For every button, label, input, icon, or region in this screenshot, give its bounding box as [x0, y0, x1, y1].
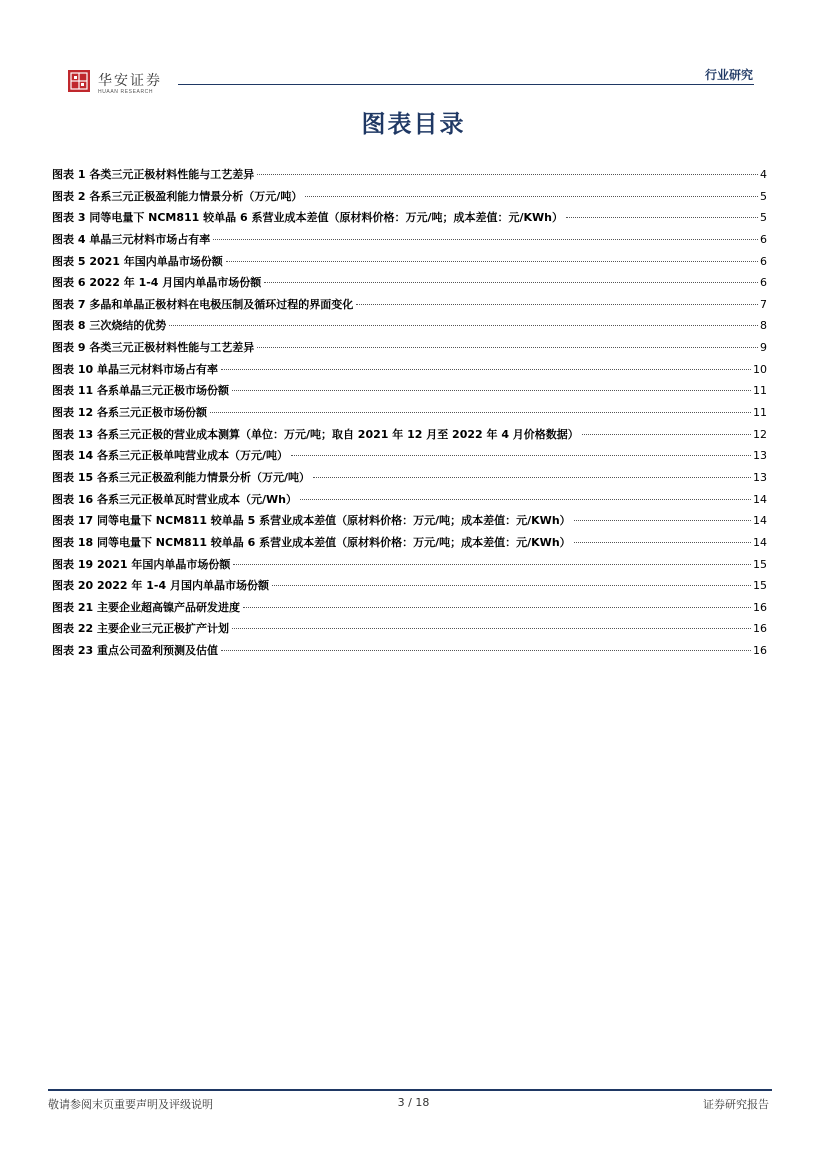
toc-entry[interactable] [52, 402, 767, 424]
logo-name: 华安证券 [98, 73, 162, 89]
section-label: 行业研究 [704, 68, 753, 82]
toc-dot-leader [210, 412, 751, 413]
toc-entry-label[interactable]: 图表 15 各系三元正极盈利能力情景分析（万元/吨） [52, 470, 310, 484]
toc-entry-page[interactable]: 6 [760, 232, 767, 246]
toc-dot-leader [305, 196, 758, 197]
toc-dot-leader [213, 239, 758, 240]
toc-entry-page[interactable]: 16 [753, 622, 767, 636]
toc-entry-label[interactable]: 图表 6 2022 年 1-4 月国内单晶市场份额 [52, 276, 262, 290]
toc-dot-leader [582, 434, 751, 435]
toc-entry-label[interactable]: 图表 7 多晶和单晶正极材料在电极压制及循环过程的界面变化 [52, 297, 354, 311]
page-header [0, 0, 827, 100]
toc-entry[interactable] [52, 380, 767, 402]
toc-dot-leader [300, 499, 751, 500]
toc-entry-label[interactable]: 图表 22 主要企业三元正极扩产计划 [52, 622, 229, 636]
toc-entry-label[interactable]: 图表 19 2021 年国内单晶市场份额 [52, 557, 231, 571]
toc-entry-label[interactable]: 图表 20 2022 年 1-4 月国内单晶市场份额 [52, 579, 269, 593]
toc-entry-label[interactable]: 图表 11 各系单晶三元正极市场份额 [52, 384, 229, 398]
toc-entry[interactable] [52, 207, 767, 229]
toc-entry-label[interactable]: 图表 10 单晶三元材料市场占有率 [52, 362, 218, 376]
toc-dot-leader [574, 520, 751, 521]
toc-entry[interactable] [52, 575, 767, 597]
toc-dot-leader [221, 369, 751, 370]
footer-disclaimer: 敬请参阅末页重要声明及评级说明 [48, 1098, 213, 1111]
toc-entry[interactable] [52, 554, 767, 576]
toc-dot-leader [232, 628, 751, 629]
toc-entry-page[interactable]: 16 [753, 600, 767, 614]
toc-dot-leader [574, 542, 751, 543]
toc-entry-page[interactable]: 9 [760, 341, 767, 355]
toc-entry-label[interactable]: 图表 18 同等电量下 NCM811 较单晶 6 系营业成本差值（原材料价格：万元/吨；成本差值：元/KWh） [52, 535, 571, 549]
toc-entry-label[interactable]: 图表 1 各类三元正极材料性能与工艺差异 [52, 168, 255, 181]
toc-entry-page[interactable]: 11 [753, 406, 767, 420]
toc-entry-label[interactable]: 图表 13 各系三元正极的营业成本测算（单位：万元/吨；取自 2021 年 12 月至 2022 年 4 月价格数据） [52, 427, 579, 441]
toc-entry-label[interactable]: 图表 2 各系三元正极盈利能力情景分析（万元/吨） [52, 189, 303, 203]
toc-entry[interactable] [52, 164, 767, 186]
toc-entry-label[interactable]: 图表 9 各类三元正极材料性能与工艺差异 [52, 341, 255, 355]
toc-entry-label[interactable]: 图表 23 重点公司盈利预测及估值 [52, 644, 218, 658]
toc-entry-page[interactable]: 14 [753, 514, 767, 528]
toc-entry[interactable] [52, 315, 767, 337]
toc-entry-page[interactable]: 6 [760, 276, 767, 290]
toc-entry[interactable] [52, 186, 767, 208]
toc-dot-leader [272, 585, 751, 586]
toc-entry[interactable] [52, 359, 767, 381]
toc-entry-page[interactable]: 8 [760, 319, 767, 333]
toc-entry[interactable] [52, 532, 767, 554]
toc-entry[interactable] [52, 618, 767, 640]
toc-entry[interactable] [52, 640, 767, 662]
toc-entry-label[interactable]: 图表 21 主要企业超高镍产品研发进度 [52, 600, 240, 614]
toc-entry-page[interactable]: 13 [753, 449, 767, 463]
toc-entry-page[interactable]: 11 [753, 384, 767, 398]
toc-entry[interactable] [52, 467, 767, 489]
toc-dot-leader [356, 304, 758, 305]
toc-entry-label[interactable]: 图表 17 同等电量下 NCM811 较单晶 5 系营业成本差值（原材料价格：万元/吨；成本差值：元/KWh） [52, 514, 571, 528]
toc-entry[interactable] [52, 424, 767, 446]
toc-entry-page[interactable]: 6 [760, 254, 767, 268]
toc-entry[interactable] [52, 251, 767, 273]
toc-entry-page[interactable]: 13 [753, 470, 767, 484]
toc-entry-page[interactable]: 5 [760, 189, 767, 203]
toc-dot-leader [257, 174, 758, 175]
toc-entry-label[interactable]: 图表 3 同等电量下 NCM811 较单晶 6 系营业成本差值（原材料价格：万元/吨；成本差值：元/KWh） [52, 211, 563, 225]
toc-entry[interactable] [52, 597, 767, 619]
page-number: 3 / 18 [397, 1096, 430, 1109]
toc-dot-leader [226, 261, 758, 262]
toc-entry-page[interactable]: 12 [753, 427, 767, 441]
toc-entry[interactable] [52, 229, 767, 251]
toc-entry-page[interactable]: 7 [760, 297, 767, 311]
toc-entry-label[interactable]: 图表 4 单晶三元材料市场占有率 [52, 232, 211, 246]
toc-entry[interactable] [52, 489, 767, 511]
toc-entry[interactable] [52, 337, 767, 359]
toc-entry-label[interactable]: 图表 14 各系三元正极单吨营业成本（万元/吨） [52, 449, 288, 463]
toc-entry-label[interactable]: 图表 5 2021 年国内单晶市场份额 [52, 254, 223, 268]
toc-dot-leader [257, 347, 758, 348]
toc-entry-page[interactable]: 4 [760, 168, 767, 181]
toc-dot-leader [243, 607, 751, 608]
toc-dot-leader [264, 282, 758, 283]
toc-entry-page[interactable]: 15 [753, 579, 767, 593]
toc-entry-page[interactable]: 14 [753, 492, 767, 506]
toc-entry-page[interactable]: 16 [753, 644, 767, 658]
company-logo [68, 70, 178, 100]
toc-dot-leader [221, 650, 751, 651]
toc-entry-page[interactable]: 14 [753, 535, 767, 549]
toc-entry-label[interactable]: 图表 8 三次烧结的优势 [52, 319, 167, 333]
toc-entry-label[interactable]: 图表 16 各系三元正极单瓦时营业成本（元/Wh） [52, 492, 297, 506]
header-divider [178, 84, 754, 85]
toc-entry-page[interactable]: 5 [760, 211, 767, 225]
toc-entry-page[interactable]: 15 [753, 557, 767, 571]
toc-entry-page[interactable]: 10 [753, 362, 767, 376]
footer-report-type: 证券研究报告 [703, 1098, 769, 1111]
toc-dot-leader [291, 455, 751, 456]
toc-dot-leader [566, 217, 758, 218]
toc-dot-leader [232, 390, 751, 391]
logo-subtitle: HUAAN RESEARCH [98, 89, 154, 95]
huaan-seal-icon [68, 70, 90, 92]
footer-divider [48, 1089, 772, 1091]
toc-dot-leader [233, 564, 751, 565]
toc-entry[interactable] [52, 510, 767, 532]
toc-dot-leader [169, 325, 758, 326]
table-of-figures [52, 164, 767, 662]
toc-entry-label[interactable]: 图表 12 各系三元正极市场份额 [52, 406, 207, 420]
page-title: 图表目录 [361, 110, 466, 138]
toc-entry[interactable] [52, 445, 767, 467]
toc-entry[interactable] [52, 272, 767, 294]
toc-entry[interactable] [52, 294, 767, 316]
toc-dot-leader [313, 477, 751, 478]
